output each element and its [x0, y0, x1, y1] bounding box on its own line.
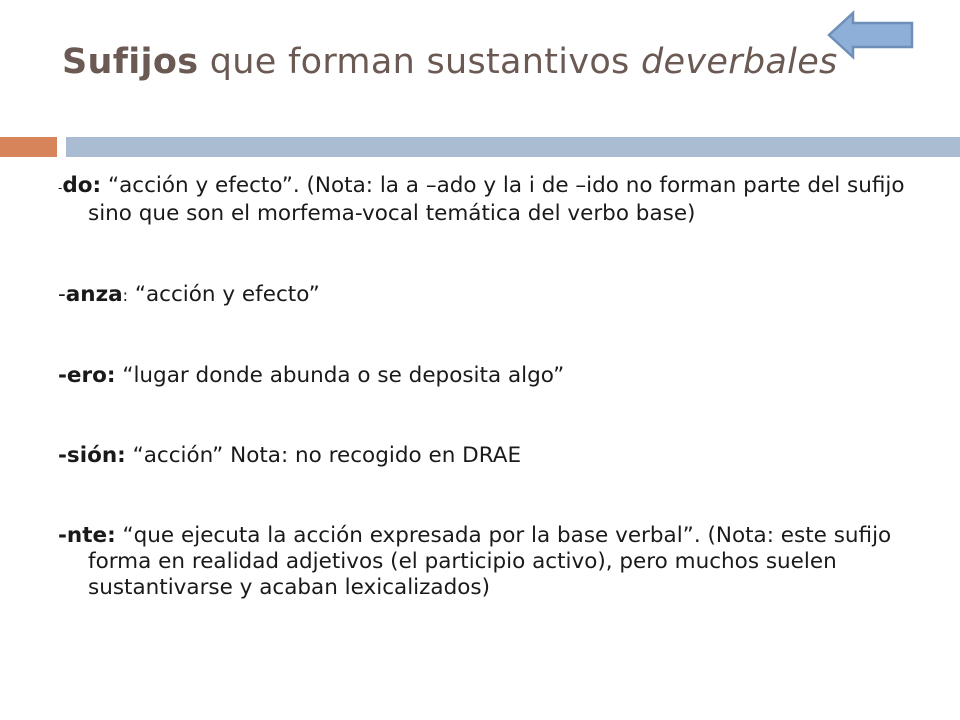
spacer [58, 309, 908, 363]
accent-bar-blue [66, 137, 960, 157]
item-text: “que ejecuta la acción expresada por la base verbal”. (Nota: este sufijo forma en realidad adjetivos (el participio activo), pero muchos suelen sustantivarse y acaban lexicalizados) [88, 523, 892, 600]
back-arrow-shape [829, 13, 912, 57]
slide-title [62, 42, 838, 82]
item-text: “acción” Nota: no recogido en DRAE [125, 443, 522, 468]
title-middle: que forman sustantivos [198, 42, 642, 82]
list-item-do [58, 173, 908, 227]
item-suffix: anza [65, 282, 123, 307]
spacer [58, 227, 908, 282]
item-suffix: -nte: [58, 523, 116, 548]
item-suffix: -sión: [58, 443, 126, 468]
item-text: “lugar donde abunda o se deposita algo” [115, 363, 565, 388]
spacer [58, 389, 908, 443]
content-list [58, 173, 908, 601]
accent-bar-orange [0, 137, 57, 157]
item-colon: : [122, 286, 128, 305]
item-text: “acción y efecto”. (Nota: la a –ado y la i de –ido no forman parte del sufijo sino que son el morfema-vocal temática del verbo base) [88, 173, 905, 226]
item-text: “acción y efecto” [128, 282, 320, 307]
item-prefix: - [58, 181, 63, 195]
title-strong: Sufijos [62, 42, 199, 82]
item-prefix: - [58, 282, 66, 307]
list-item-anza [58, 282, 908, 309]
item-suffix: do: [62, 173, 102, 198]
list-item-nte [58, 523, 908, 601]
item-suffix: -ero: [58, 363, 116, 388]
left-arrow-icon[interactable] [826, 10, 916, 60]
list-item-ero [58, 363, 908, 389]
spacer [58, 469, 908, 523]
title-italic: deverbales [641, 42, 838, 82]
list-item-sion [58, 443, 908, 469]
